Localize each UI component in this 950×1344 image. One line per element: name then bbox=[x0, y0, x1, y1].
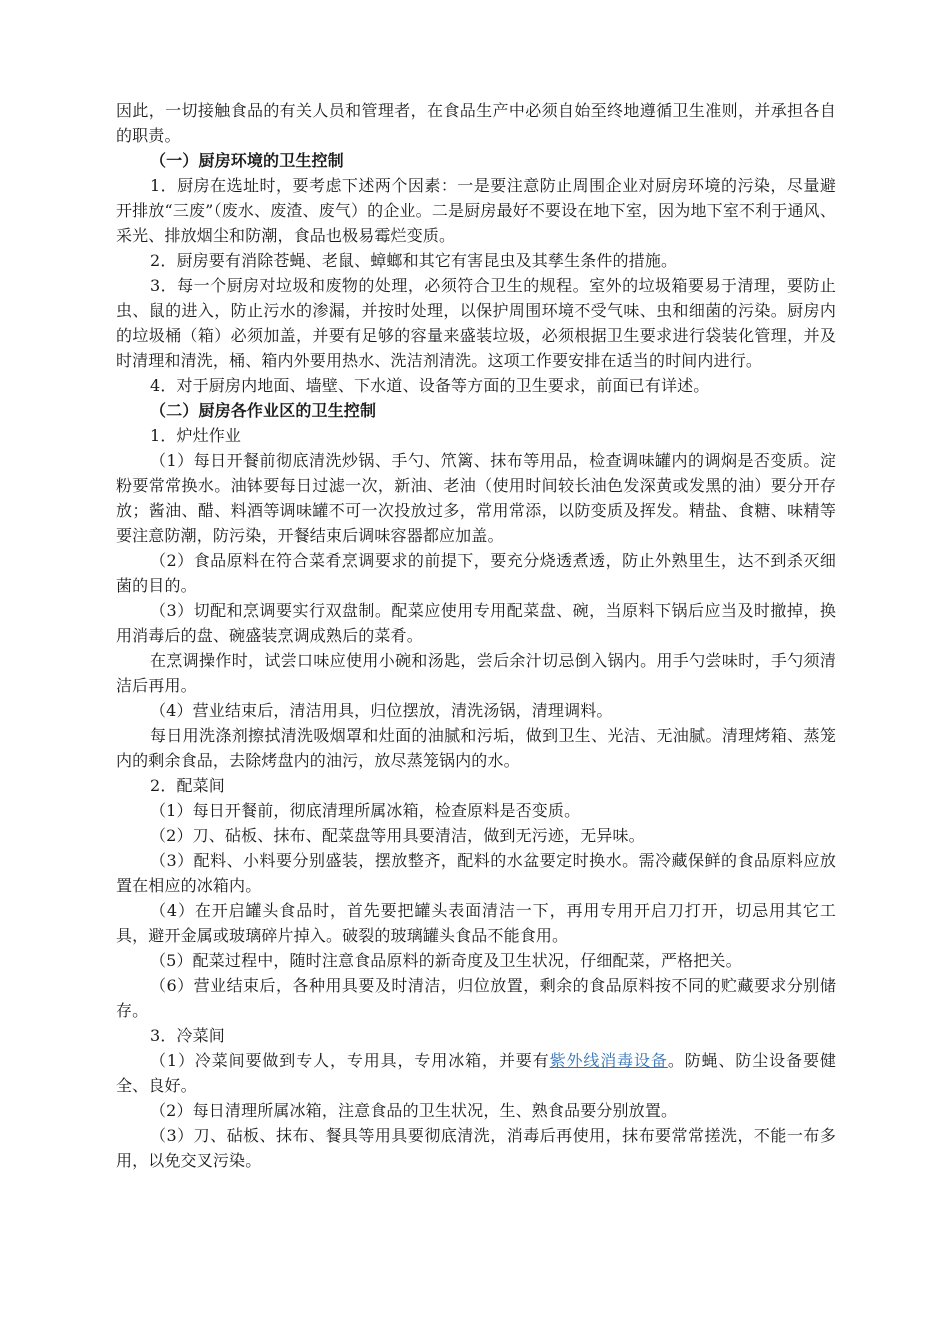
paragraph: （4）营业结束后，清洁用具，归位摆放，清洗汤锅，清理调料。 bbox=[150, 701, 613, 720]
paragraph: （6）营业结束后，各种用具要及时清洁，归位放置，剩余的食品原料按不同的贮藏要求分别储存。 bbox=[116, 976, 836, 1020]
paragraph: 4．对于厨房内地面、墙壁、下水道、设备等方面的卫生要求，前面已有详述。 bbox=[150, 376, 710, 395]
paragraph-text: 。防蝇、防尘设备要健全、良好。 bbox=[116, 1051, 836, 1095]
paragraph: 2．配菜间 bbox=[150, 776, 225, 795]
uv-disinfection-link[interactable]: 紫外线消毒设备 bbox=[549, 1051, 668, 1070]
paragraph: （3）配料、小料要分别盛装，摆放整齐，配料的水盆要定时换水。需冷藏保鲜的食品原料应放置在相应的冰箱内。 bbox=[116, 851, 836, 895]
document-body bbox=[116, 98, 836, 1173]
paragraph: 在烹调操作时，试尝口味应使用小碗和汤匙，尝后余汁切忌倒入锅内。用手勺尝味时，手勺须清洁后再用。 bbox=[116, 651, 836, 695]
paragraph: （5）配菜过程中，随时注意食品原料的新奇度及卫生状况，仔细配菜，严格把关。 bbox=[150, 951, 742, 970]
paragraph: （4）在开启罐头食品时，首先要把罐头表面清洁一下，再用专用开启刀打开，切忌用其它工具，避开金属或玻璃碎片掉入。破裂的玻璃罐头食品不能食用。 bbox=[116, 901, 836, 945]
paragraph: （3）切配和烹调要实行双盘制。配菜应使用专用配菜盘、碗，当原料下锅后应当及时撤掉，换用消毒后的盘、碗盛装烹调成熟后的菜肴。 bbox=[116, 601, 836, 645]
paragraph: （1）每日开餐前彻底清洗炒锅、手勺、笊篱、抹布等用品，检查调味罐内的调焖是否变质。淀粉要常常换水。油钵要每日过滤一次，新油、老油（使用时间较长油色发深黄或发黑的油）要分开存放；酱油、醋、料酒等调味罐不可一次投放过多，常用常添，以防变质及挥发。精盐、食糖、味精等要注意防潮，防污染，开餐结束后调味容器都应加盖。 bbox=[116, 451, 836, 545]
paragraph-cold-item-2: （2）每日清理所属冰箱，注意食品的卫生状况，生、熟食品要分别放置。 bbox=[150, 1101, 678, 1120]
paragraph: 2．厨房要有消除苍蝇、老鼠、蟑螂和其它有害昆虫及其孳生条件的措施。 bbox=[150, 251, 678, 270]
paragraph-cold-item-3: （3）刀、砧板、抹布、餐具等用具要彻底清洗，消毒后再使用，抹布要常常搓洗，不能一布多用，以免交叉污染。 bbox=[116, 1126, 836, 1170]
paragraph: 1．厨房在选址时，要考虑下述两个因素：一是要注意防止周围企业对厨房环境的污染，尽量避开排放“三废”（废水、废渣、废气）的企业。二是厨房最好不要设在地下室，因为地下室不利于通风、采光、排放烟尘和防潮，食品也极易霉烂变质。 bbox=[116, 176, 836, 245]
section-heading: （一）厨房环境的卫生控制 bbox=[150, 151, 344, 170]
paragraph-list bbox=[116, 98, 836, 1048]
paragraph: （1）每日开餐前，彻底清理所属冰箱，检查原料是否变质。 bbox=[150, 801, 581, 820]
paragraph: （2）食品原料在符合菜肴烹调要求的前提下，要充分烧透煮透，防止外熟里生，达不到杀灭细菌的目的。 bbox=[116, 551, 836, 595]
paragraph-cold-item-1 bbox=[116, 1048, 836, 1098]
paragraph: 3．冷菜间 bbox=[150, 1026, 225, 1045]
section-heading: （二）厨房各作业区的卫生控制 bbox=[150, 401, 377, 420]
paragraph: 1．炉灶作业 bbox=[150, 426, 242, 445]
paragraph: 3．每一个厨房对垃圾和废物的处理，必须符合卫生的规程。室外的垃圾箱要易于清理，要防止虫、鼠的进入，防止污水的渗漏，并按时处理，以保护周围环境不受气味、虫和细菌的污染。厨房内的垃圾桶（箱）必须加盖，并要有足够的容量来盛装垃圾，必须根据卫生要求进行袋装化管理，并及时清理和清洗，桶、箱内外要用热水、洗洁剂清洗。这项工作要安排在适当的时间内进行。 bbox=[116, 276, 836, 370]
paragraph: （2）刀、砧板、抹布、配菜盘等用具要清洁，做到无污迹，无异味。 bbox=[150, 826, 645, 845]
paragraph: 因此，一切接触食品的有关人员和管理者，在食品生产中必须自始至终地遵循卫生准则，并承担各自的职责。 bbox=[116, 101, 836, 145]
paragraph-text: （1）冷菜间要做到专人，专用具，专用冰箱，并要有 bbox=[150, 1051, 550, 1070]
paragraph: 每日用洗涤剂擦拭清洗吸烟罩和灶面的油腻和污垢，做到卫生、光洁、无油腻。清理烤箱、蒸笼内的剩余食品，去除烤盘内的油污，放尽蒸笼锅内的水。 bbox=[116, 726, 836, 770]
